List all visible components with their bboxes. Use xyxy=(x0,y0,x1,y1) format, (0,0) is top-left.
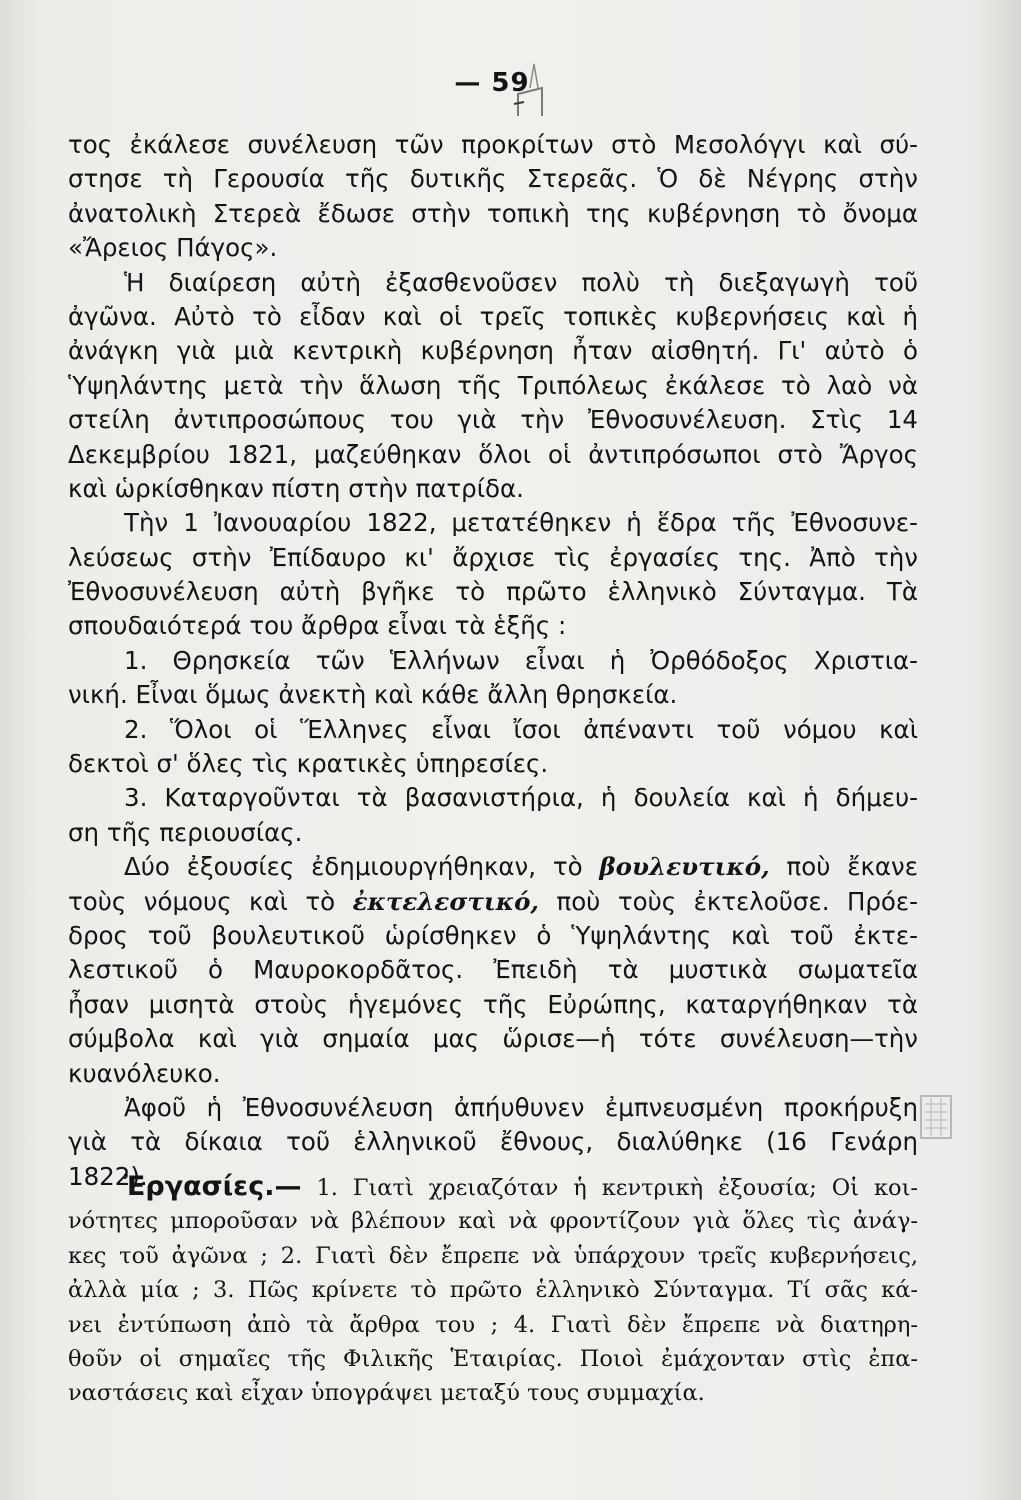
text-line-17: νική. Εἶναι ὅμως ἀνεκτὴ καὶ κάθε ἄλλη θρησκεία. xyxy=(68,680,678,710)
exercises-line-6: θοῦν οἱ σημαῖες τῆς Φιλικῆς Ἑταιρίας. Ποιοὶ ἐμάχονταν στὶς ἐπα- xyxy=(68,1345,918,1372)
text-line-23 xyxy=(68,885,918,919)
text-line-27: σύμβολα καὶ γιὰ σημαία μας ὥρισε—ἡ τότε συνέλευση—τὴν xyxy=(68,1024,918,1054)
text-line-3: ἀνατολικὴ Στερεὰ ἔδωσε στὴν τοπικὴ της κυβέρνηση τὸ ὄνομα xyxy=(68,198,918,228)
text-line-14: Ἐθνοσυνέλευση αὐτὴ βγῆκε τὸ πρῶτο ἑλληνικὸ Σύνταγμα. Τὰ xyxy=(68,577,918,607)
library-seal-mark xyxy=(915,1088,961,1146)
text-line-22-end: ποὺ ἔκανε xyxy=(769,852,918,882)
text-line-18: 2. Ὅλοι οἱ Ἕλληνες εἶναι ἴσοι ἀπέναντι τοῦ νόμου καὶ xyxy=(124,714,918,744)
text-line-1: τος ἐκάλεσε συνέλευση τῶν προκρίτων στὸ Μεσολόγγι καὶ σύ- xyxy=(68,130,918,159)
exercises-line-1 xyxy=(68,1170,918,1204)
exercises-line-1-text: 1. Γιατὶ χρειαζόταν ἡ κεντρικὴ ἐξουσία; Οἱ κοι- xyxy=(301,1175,918,1201)
page-number-header xyxy=(0,68,1021,98)
exercises-line-5: νει ἐντύπωση ἀπὸ τὰ ἄρθρα του ; 4. Γιατὶ δὲν ἔπρεπε νὰ διατηρη- xyxy=(68,1311,918,1338)
text-line-11: καὶ ὡρκίσθηκαν πίστη στὴν πατρίδα. xyxy=(68,473,524,503)
text-line-20: 3. Καταργοῦνται τὰ βασανιστήρια, ἡ δουλεία καὶ ἡ δήμευ- xyxy=(124,783,918,813)
exercises-line-7: ναστάσεις καὶ εἶχαν ὑπογράψει μεταξύ τους συμμαχία. xyxy=(68,1380,705,1407)
text-line-22-start: Δύο ἐξουσίες ἐδημιουργήθηκαν, τὸ xyxy=(124,852,600,882)
exercises-line-4: ἀλλὰ μία ; 3. Πῶς κρίνετε τὸ πρῶτο ἑλληνικὸ Σύνταγμα. Τί σᾶς κά- xyxy=(68,1277,918,1304)
text-line-8: Ὑψηλάντης μετὰ τὴν ἅλωση τῆς Τριπόλεως ἐκάλεσε τὸ λαὸ νὰ xyxy=(68,370,918,400)
main-text xyxy=(68,128,918,1194)
text-line-23-start: τοὺς νόμους καὶ τὸ xyxy=(68,886,353,916)
text-line-10: Δεκεμβρίου 1821, μαζεύθηκαν ὅλοι οἱ ἀντιπρόσωποι στὸ Ἄργος xyxy=(68,439,918,469)
text-line-30: γιὰ τὰ δίκαια τοῦ ἑλληνικοῦ ἔθνους, διαλύθηκε (16 Γενάρη xyxy=(68,1127,918,1157)
term-legislative: βουλευτικό, xyxy=(599,852,770,882)
text-line-6: ἀγῶνα. Αὐτὸ τὸ εἶδαν καὶ οἱ τρεῖς τοπικὲς κυβερνήσεις καὶ ἡ xyxy=(68,301,918,331)
text-line-24: δρος τοῦ βουλευτικοῦ ὡρίσθηκεν ὁ Ὑψηλάντης καὶ τοῦ ἐκτε- xyxy=(68,920,918,950)
exercises-heading: Ἐργασίες.— xyxy=(124,1171,302,1202)
page-number-dash: — xyxy=(454,68,482,98)
text-line-23-end: ποὺ τοὺς ἐκτελοῦσε. Πρόε- xyxy=(538,886,919,916)
text-line-26: ἦσαν μισητὰ στοὺς ἡγεμόνες τῆς Εὐρώπης, καταργήθηκαν τὰ xyxy=(68,989,918,1019)
term-executive: ἐκτελεστικό, xyxy=(352,886,539,916)
text-line-31: 1822). xyxy=(68,1161,148,1191)
page-number: 59 xyxy=(491,68,530,98)
text-line-12: Τὴν 1 Ἰανουαρίου 1822, μετατέθηκεν ἡ ἕδρα τῆς Ἐθνοσυνε- xyxy=(124,508,918,538)
text-line-21: ση τῆς περιουσίας. xyxy=(68,817,303,847)
text-line-19: δεκτοὶ σ' ὅλες τὶς κρατικὲς ὑπηρεσίες. xyxy=(68,749,549,779)
exercises-line-3: κες τοῦ ἀγῶνα ; 2. Γιατὶ δὲν ἔπρεπε νὰ ὑπάρχουν τρεῖς κυβερνήσεις, xyxy=(68,1242,918,1269)
text-line-22 xyxy=(68,850,918,884)
text-line-16: 1. Θρησκεία τῶν Ἑλλήνων εἶναι ἡ Ὀρθόδοξος Χριστια- xyxy=(124,645,918,675)
library-stamp-mark xyxy=(512,58,556,120)
text-line-9: στείλη ἀντιπροσώπους του γιὰ τὴν Ἐθνοσυνέλευση. Στὶς 14 xyxy=(68,405,918,435)
text-line-4: «Ἄρειος Πάγος». xyxy=(68,233,278,263)
exercises-line-2: νότητες μποροῦσαν νὰ βλέπουν καὶ νὰ φροντίζουν γιὰ ὅλες τὶς ἀνάγ- xyxy=(68,1208,918,1235)
text-line-25: λεστικοῦ ὁ Μαυροκορδᾶτος. Ἐπειδὴ τὰ μυστικὰ σωματεῖα xyxy=(68,955,918,985)
text-line-7: ἀνάγκη γιὰ μιὰ κεντρικὴ κυβέρνηση ἦταν αἰσθητή. Γι' αὐτὸ ὁ xyxy=(68,336,918,366)
text-line-28: κυανόλευκο. xyxy=(68,1058,221,1088)
text-line-5: Ἡ διαίρεση αὐτὴ ἐξασθενοῦσεν πολὺ τὴ διεξαγωγὴ τοῦ xyxy=(124,267,918,297)
exercises-section xyxy=(68,1170,918,1411)
text-line-29: Ἀφοῦ ἡ Ἐθνοσυνέλευση ἀπήυθυνεν ἐμπνευσμένη προκήρυξη xyxy=(124,1092,918,1122)
text-line-2: στησε τὴ Γερουσία τῆς δυτικῆς Στερεᾶς. Ὁ δὲ Νέγρης στὴν xyxy=(68,164,918,194)
text-line-13: λεύσεως στὴν Ἐπίδαυρο κι' ἄρχισε τὶς ἐργασίες της. Ἀπὸ τὴν xyxy=(68,542,918,572)
text-line-15: σπουδαιότερά του ἄρθρα εἶναι τὰ ἑξῆς : xyxy=(68,611,567,641)
